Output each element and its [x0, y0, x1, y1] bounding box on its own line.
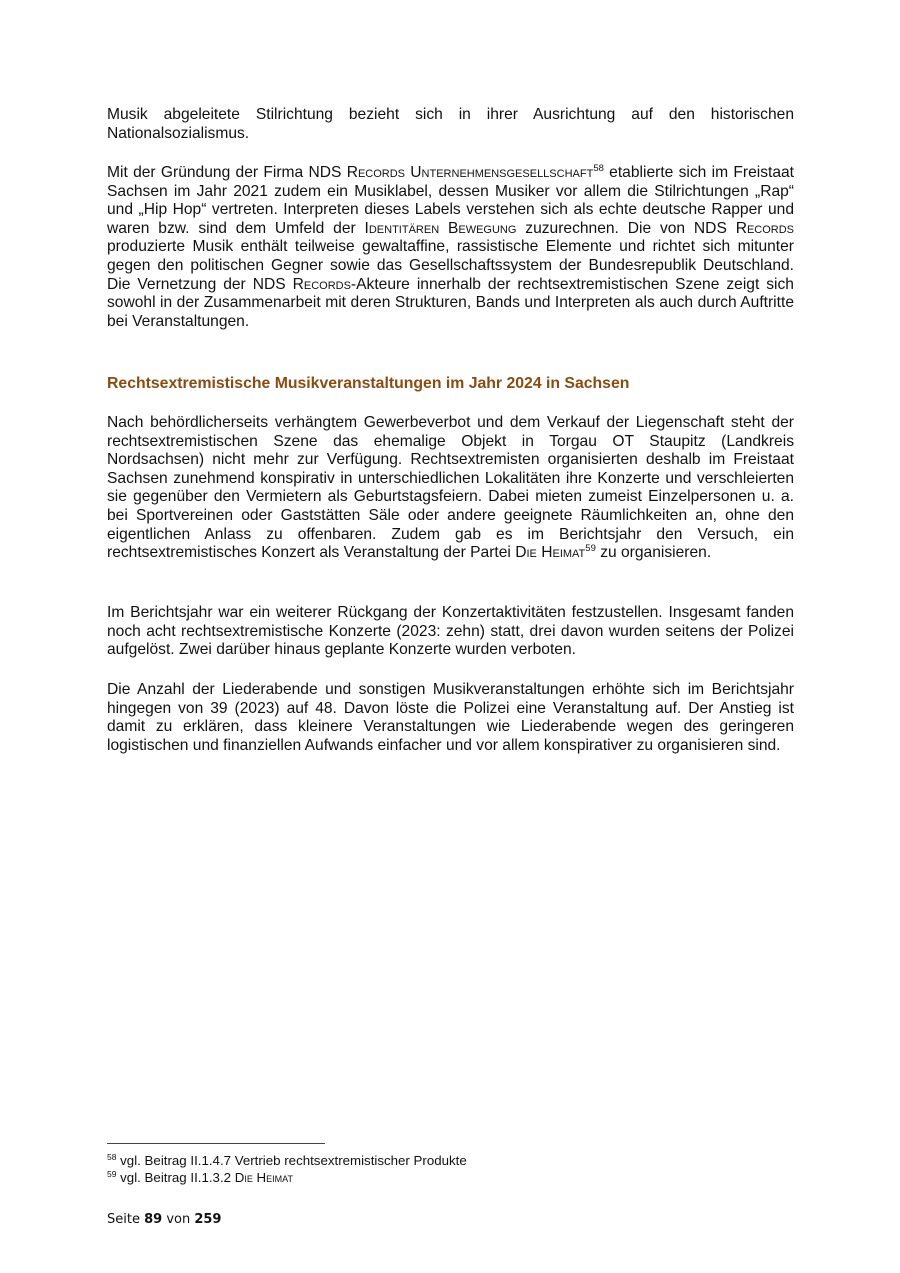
footnote-divider [107, 1143, 325, 1144]
paragraph-2-text-a: Mit der Gründung der Firma NDS [107, 164, 347, 181]
movement-name: Identitären Bewegung [364, 219, 517, 237]
paragraph-3 [107, 414, 794, 563]
page-prefix: Seite [107, 1212, 145, 1227]
footnote-58 [107, 1152, 467, 1169]
label-name: Records [735, 219, 795, 237]
footnote-text: vgl. Beitrag II.1.3.2 [116, 1170, 235, 1185]
paragraph-2 [107, 164, 794, 331]
paragraph-1-text: Musik abgeleitete Stilrichtung bezieht sich in ihrer Ausrichtung auf den historischen Nationalsozialismus. [107, 106, 794, 142]
page-number [107, 1212, 221, 1227]
party-name: Die Heimat [515, 544, 586, 562]
paragraph-3-text-a: Nach behördlicherseits verhängtem Gewerbeverbot und dem Verkauf der Liegenschaft steht der rechtsextremistischen Szene das ehemalige Objekt in Torgau OT Staupitz (Landkreis Nordsachsen) nicht mehr zur Verfügung. Rechtsextremisten organisierten deshalb im Freistaat Sachsen zunehmend konspirativ in unterschiedlichen Lokalitäten ihre Konzerte und verschleierten sie gegenüber den Vermietern als Geburtstagsfeiern. Dabei mieten zumeist Einzelpersonen u. a. bei Sportvereinen oder Gaststätten Säle oder andere geeignete Räumlichkeiten an, ohne den eigentlichen Anlass zu offenbaren. Zudem gab es im Berichtsjahr den Versuch, ein rechtsextremistisches Konzert als Veranstaltung der Partei [107, 414, 794, 562]
footnote-party-name: Die Heimat [234, 1170, 293, 1185]
footnote-number: 59 [107, 1169, 117, 1179]
paragraph-2-text-e: -Akteure innerhalb der rechtsextremistischen Szene zeigt sich sowohl in der Zusammenarbeit mit deren Strukturen, Bands und Interpreten als auch durch Auftritte bei Veranstaltungen. [107, 275, 794, 330]
label-name-2: Records [292, 275, 351, 293]
footnote-number: 58 [107, 1152, 117, 1162]
company-name: Records Unternehmensgesellschaft [346, 164, 594, 181]
paragraph-5 [107, 681, 794, 755]
paragraph-1 [107, 106, 794, 143]
footnote-59 [107, 1169, 467, 1186]
page-total: 259 [194, 1212, 222, 1227]
paragraph-3-text-b: zu organisieren. [595, 544, 712, 562]
paragraph-5-text: Die Anzahl der Liederabende und sonstigen Musikveranstaltungen erhöhte sich im Berichtsjahr hingegen von 39 (2023) auf 48. Davon löste die Polizei eine Veranstaltung auf. Der Anstieg ist damit zu erklären, dass kleinere Veranstaltungen wie Liederabende wegen des geringeren logistischen und finanziellen Aufwands einfacher und vor allem konspirativer zu organisieren sind. [107, 681, 794, 754]
page-separator: von [162, 1212, 195, 1227]
paragraph-2-text-b: etablierte sich im Freistaat Sachsen im Jahr 2021 zudem ein Musiklabel, dessen Musiker vor allem die Stilrichtungen „Rap“ und „Hip Hop“ vertreten. Interpreten dieses Labels verstehen sich als echte deutsche Rapper und waren bzw. sind dem Umfeld der [107, 164, 795, 237]
section-heading: Rechtsextremistische Musikveranstaltungen im Jahr 2024 in Sachsen [107, 375, 630, 392]
footnote-ref-59[interactable]: 59 [585, 543, 596, 555]
paragraph-2-text-c: zuzurechnen. Die von NDS [516, 219, 736, 237]
page-current: 89 [144, 1212, 163, 1227]
footnote-text: vgl. Beitrag II.1.4.7 Vertrieb rechtsextremistischer Produkte [116, 1153, 467, 1168]
paragraph-4 [107, 604, 794, 660]
footnotes [107, 1152, 467, 1186]
footnote-ref-58[interactable]: 58 [593, 163, 604, 174]
paragraph-4-text: Im Berichtsjahr war ein weiterer Rückgang der Konzertaktivitäten festzustellen. Insgesamt fanden noch acht rechtsextremistische Konzerte (2023: zehn) statt, drei davon wurden seitens der Polizei aufgelöst. Zwei darüber hinaus geplante Konzerte wurden verboten. [107, 604, 794, 659]
paragraph-2-text-d: produzierte Musik enthält teilweise gewaltaffine, rassistische Elemente und richtet sich mitunter gegen den politischen Gegner sowie das Gesellschaftssystem der Bundesrepublik Deutschland. Die Vernetzung der NDS [107, 238, 794, 293]
